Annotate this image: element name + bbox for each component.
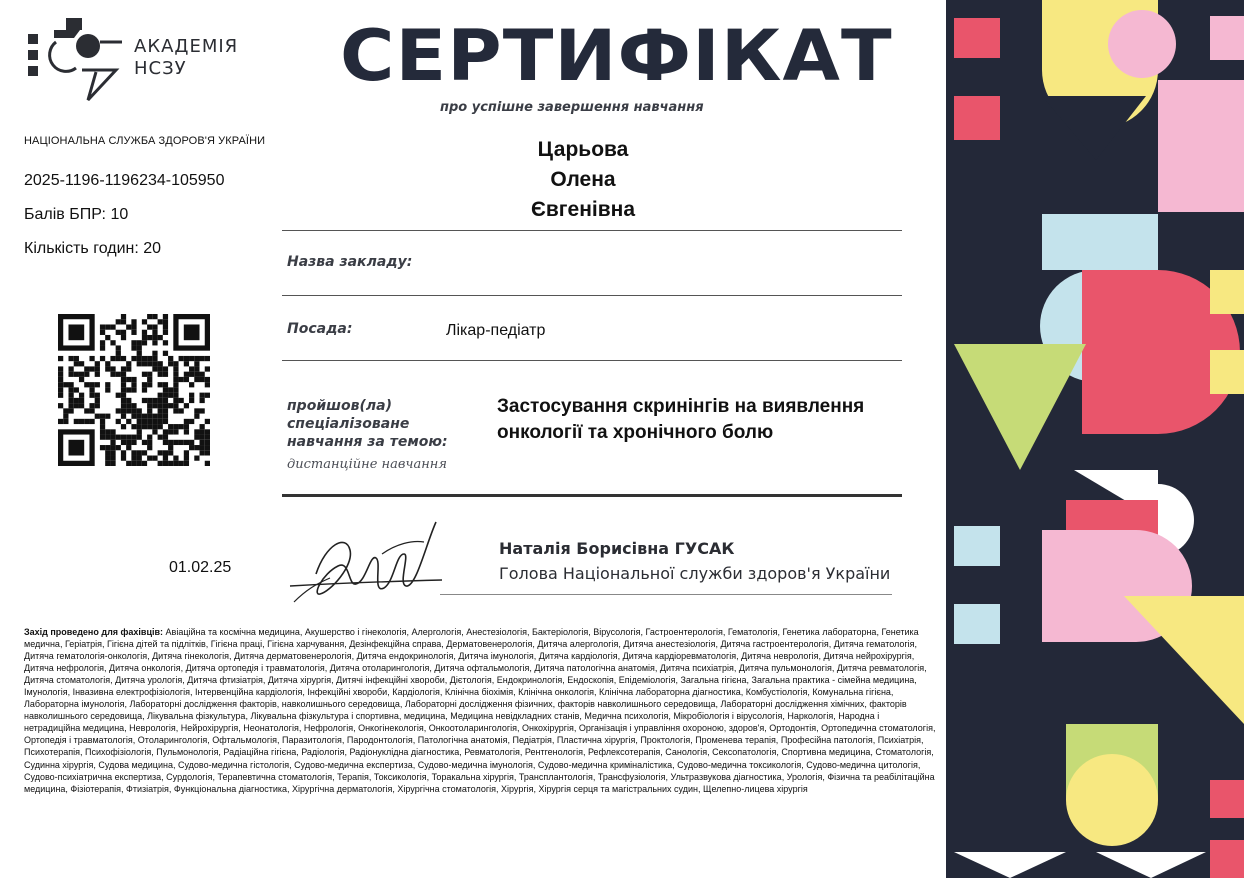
- qr-code-icon: [58, 314, 210, 466]
- signature-line: [440, 594, 892, 595]
- completed-training-label: пройшов(ла) спеціалізоване навчання за темою:: [287, 398, 448, 450]
- specialties-paragraph: [24, 626, 936, 795]
- issue-date: 01.02.25: [169, 559, 232, 576]
- position-label: Посада:: [287, 321, 353, 337]
- recipient-patronymic: Євгенівна: [530, 198, 636, 221]
- signer-title: Голова Національної служби здоров'я України: [499, 564, 891, 583]
- divider: [282, 360, 902, 361]
- logo-line1: АКАДЕМІЯ: [134, 36, 239, 57]
- bpr-points: Балів БПР: 10: [24, 206, 129, 223]
- divider: [282, 295, 902, 296]
- specialties-label: Захід проведено для фахівців:: [24, 627, 164, 637]
- recipient-first-name: Олена: [550, 168, 616, 191]
- position-value: Лікар-педіатр: [446, 322, 546, 339]
- decorative-pattern: [946, 0, 1244, 878]
- training-topic: Застосування скринінгів на виявлення онкології та хронічного болю: [497, 396, 865, 443]
- recipient-surname: Царьова: [537, 138, 629, 161]
- agency-name: НАЦІОНАЛЬНА СЛУЖБА ЗДОРОВ'Я УКРАЇНИ: [24, 135, 266, 147]
- certificate-subtitle: про успішне завершення навчання: [440, 100, 704, 115]
- logo-text: [134, 36, 238, 80]
- signature-icon: [286, 514, 446, 608]
- logo-line2: НСЗУ: [134, 58, 187, 79]
- distance-learning-label: дистанційне навчання: [287, 457, 447, 472]
- signer-name: Наталія Борисівна ГУСАК: [499, 539, 735, 558]
- hours-count: Кількість годин: 20: [24, 240, 162, 257]
- divider: [282, 230, 902, 231]
- certificate-number: 2025-1196-1196234-105950: [24, 172, 225, 189]
- divider-thick: [282, 494, 902, 497]
- certificate-title: СЕРТИФІКАТ: [340, 15, 893, 97]
- institution-label: Назва закладу:: [287, 254, 413, 270]
- specialties-list: Авіаційна та космічна медицина, Акушерство і гінекологія, Алергологія, Анестезіологія, Бактеріологія, Вірусологія, Гастроентерологія, Гематологія, Генетика лабораторна, Генетика медична, Геріатрія, Гігієна дітей та підлітків, Гігієна праці, Гігієна харчування, Дезінфекційна справа, Дерматовенерологія, Дитяча алергологія, Дитяча анестезіологія, Дитяча гастроентерологія, Дитяча гематологія, Дитяча гематологія-онкологія, Дитяча гінекологія, Дитяча дерматовенерологія, Дитяча ендокринологія, Дитяча імунологія, Дитяча кардіологія, Дитяча кардіоревматологія, Дитяча неврологія, Дитяча нейрохірургія, Дитяча нефрологія, Дитяча онкологія, Дитяча ортопедія і травматологія, Дитяча отоларингологія, Дитяча офтальмологія, Дитяча патологічна анатомія, Дитяча психіатрія, Дитяча пульмонологія, Дитяча ревматологія, Дитяча стоматологія, Дитяча урологія, Дитяча фтизіатрія, Дитяча хірургія, Дитячі інфекційні хвороби, Дієтологія, Ендокринологія, Ендоскопія, Епідеміологія, Загальна гігієна, Загальна практика - сімейна медицина, Імунологія, Інвазивна електрофізіологія, Інтервенційна кардіологія, Інфекційні хвороби, Кардіологія, Клінічна біохімія, Клінічна онкологія, Клінічна лабораторна діагностика, Комбустіологія, Комунальна гігієна, Лабораторна імунологія, Лабораторні дослідження факторів, навколишнього середовища, Лабораторні дослідження фізичних, факторів навколишнього середовища, Лабораторні дослідження хімічних, факторів навколишнього середовища, Лікувальна фізкультура, Лікувальна фізкультура і спортивна, медицина, Медицина невідкладних станів, Медична психологія, Мікробіологія і вірусологія, Наркологія, Народна і нетрадиційна медицина, Неврологія, Нейрохірургія, Неонатологія, Нефрологія, Онкогінекологія, Онкоотоларингологія, Онкохірургія, Організація і управління охороною, здоров'я, Ортодонтія, Ортопедична стоматологія, Ортопедія і травматологія, Отоларингологія, Офтальмологія, Паразитологія, Пародонтологія, Патологічна анатомія, Педіатрія, Пластична хірургія, Проктологія, Променева терапія, Професійна патологія, Психіатрія, Психотерапія, Психофізіологія, Пульмонологія, Радіаційна гігієна, Радіологія, Радіонуклідна діагностика, Ревматологія, Рентгенологія, Рефлексотерапія, Санологія, Сексопатологія, Спортивна медицина, Стоматологія, Судинна хірургія, Судова медицина, Судово-медична гістологія, Судово-медична експертиза, Судово-медична імунологія, Судово-медична криміналістика, Судово-медична токсикологія, Судово-медична цитологія, Судово-психіатрична експертиза, Сурдологія, Терапевтична стоматологія, Терапія, Токсикологія, Торакальна хірургія, Трансплантологія, Трансфузіологія, Ультразвукова діагностика, Урологія, Фізична та реабілітаційна медицина, Фізіотерапія, Фтизіатрія, Функціональна діагностика, Хірургічна дерматологія, Хірургічна стоматологія, Хірургія, Хірургія серця та магістральних судин, Щелепно-лицева хірургія: [24, 627, 936, 794]
